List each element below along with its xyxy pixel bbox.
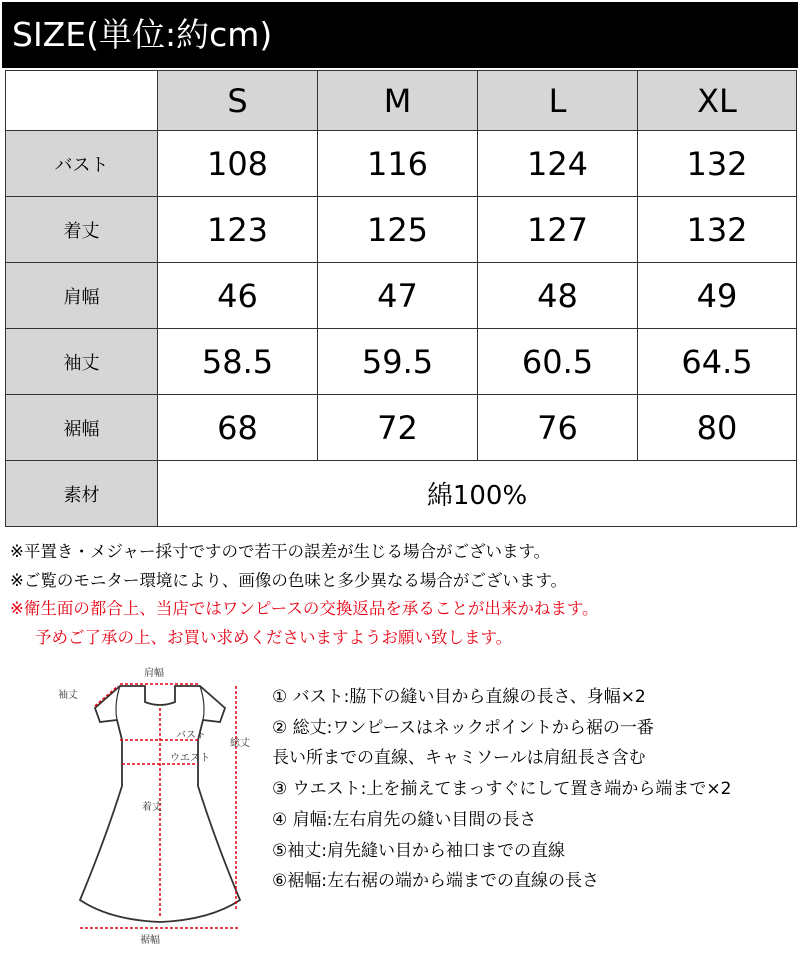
definition-total-length-cont: 長い所までの直線、キャミソールは肩紐長さ含む [272,748,646,769]
size-header-title: SIZE(単位:約cm) [12,15,273,54]
table-cell: 127 [478,197,638,263]
column-header-m: M [318,71,478,131]
table-cell: 116 [318,131,478,197]
table-cell: 132 [638,131,797,197]
row-header-length: 着丈 [6,197,158,263]
dress-measurement-diagram [40,660,260,960]
table-cell: 59.5 [318,329,478,395]
label-total-length: 総丈 [230,738,250,749]
label-shoulder: 肩幅 [144,668,164,679]
table-cell: 64.5 [638,329,797,395]
table-cell: 49 [638,263,797,329]
note-monitor: ※ご覧のモニター環境により、画像の色味と多少異なる場合がございます。 [10,570,568,590]
table-cell: 46 [158,263,318,329]
table-row-material [6,461,797,527]
column-header-xl: XL [638,71,797,131]
table-row [6,329,797,395]
table-row [6,197,797,263]
definition-hem: ⑥裾幅:左右裾の端から端までの直線の長さ [272,871,599,892]
column-header-s: S [158,71,318,131]
definition-sleeve: ⑤袖丈:肩先縫い目から袖口までの直線 [272,840,565,861]
table-cell: 58.5 [158,329,318,395]
label-length: 着丈 [142,802,162,813]
row-header-shoulder: 肩幅 [6,263,158,329]
column-header-l: L [478,71,638,131]
table-row [6,395,797,461]
sleeve-measure-line [95,686,118,706]
warning-no-return: ※衛生面の都合上、当店ではワンピースの交換返品を承ることが出来かねます。 [10,599,599,618]
row-header-material: 素材 [6,461,158,527]
definition-bust: ① バスト:脇下の縫い目から直線の長さ、身幅×2 [272,687,646,707]
row-header-sleeve: 袖丈 [6,329,158,395]
definition-shoulder: ④ 肩幅:左右肩先の縫い目間の長さ [272,809,537,830]
table-cell: 48 [478,263,638,329]
table-cell: 108 [158,131,318,197]
label-sleeve: 袖丈 [58,690,78,701]
definition-total-length: ② 総丈:ワンピースはネックポイントから裾の一番 [272,717,654,738]
table-cell: 132 [638,197,797,263]
table-cell: 123 [158,197,318,263]
size-table-header-row [6,71,797,131]
table-row [6,131,797,197]
table-row [6,263,797,329]
table-corner-cell [6,71,158,131]
row-header-bust: バスト [6,131,158,197]
measurement-definitions [272,682,792,897]
table-cell: 76 [478,395,638,461]
label-bust: バスト [176,730,206,741]
label-hem: 裾幅 [140,935,160,946]
label-waist: ウエスト [170,753,210,764]
table-cell: 72 [318,395,478,461]
size-header [2,2,798,68]
table-cell: 47 [318,263,478,329]
sleeve-seam-right [200,686,204,720]
table-cell: 80 [638,395,797,461]
row-header-hem: 裾幅 [6,395,158,461]
warning-acknowledge: 予めご了承の上、お買い求めくださいますようお願い致します。 [35,627,513,647]
table-cell: 68 [158,395,318,461]
table-cell: 60.5 [478,329,638,395]
note-measurement: ※平置き・メジャー採寸ですので若干の誤差が生じる場合がございます。 [10,542,551,561]
table-cell: 124 [478,131,638,197]
notes-section [10,538,795,652]
size-table [5,70,797,527]
material-value: 綿100% [158,461,797,527]
definition-waist: ③ ウエスト:上を揃えてまっすぐにして置き端から端まで×2 [272,779,732,800]
table-cell: 125 [318,197,478,263]
sleeve-seam-left [116,686,120,720]
